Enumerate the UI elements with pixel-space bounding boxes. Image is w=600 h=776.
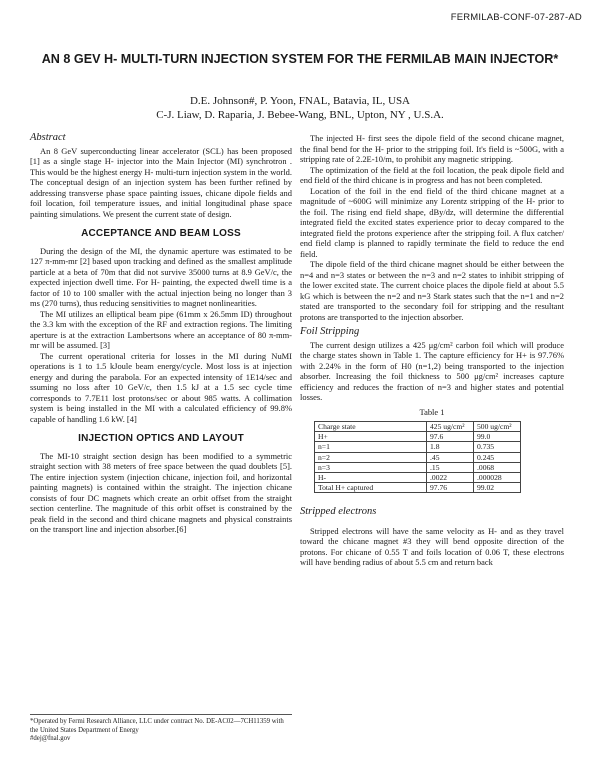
authors <box>40 94 560 122</box>
table-cell: 1.8 <box>427 442 474 452</box>
table-header-cell: 425 ug/cm² <box>427 422 474 432</box>
document-id: FERMILAB-CONF-07-287-AD <box>450 12 582 23</box>
optics-paragraph-1: The MI-10 straight section design has been modified to a symmetric straight section with 38 meters of free space between the quad doublets [5]. The entire injection system (injection chicane, injection foil, and horizontal painting magnets) is contained within the straight. The injection chicane consists of four DC magnets which create an orbit offset from the straight section centerline. The magnitude of this orbit offset is constrained by the peak field in the second and third chicane magnets and physical constraints on the transport line and injection absorber.[6] <box>30 450 292 534</box>
table-row <box>315 432 521 442</box>
table-cell: .45 <box>427 452 474 462</box>
table-cell: H- <box>315 473 427 483</box>
foil-stripping-heading: Foil Stripping <box>300 326 360 337</box>
table-header-cell: Charge state <box>315 422 427 432</box>
right-paragraph-2: The optimization of the field at the foil location, the peak dipole field and end field of the third chicane is in progress and has not been completed. <box>300 164 564 185</box>
footnote-contract: *Operated by Fermi Research Alliance, LLC under contract No. DE-AC02—7CH11359 with the United States Department of Energy <box>30 718 284 734</box>
stripped-electrons-paragraph: Stripped electrons will have the same velocity as H- and as they travel toward the chicane magnet #3 they will bend opposite direction of the protons. For chicane of 0.55 T and foils location of 0.06 T, these electrons will have bending radius of about 5.5 cm and return back <box>300 525 564 568</box>
section-heading-acceptance: ACCEPTANCE AND BEAM LOSS <box>81 228 241 239</box>
table-row <box>315 462 521 472</box>
left-column <box>30 133 292 535</box>
right-paragraph-3: Location of the foil in the end field of the third chicane magnet at a magnitude of ~600G will minimize any Lorentz stripping of the H- prior to the foil. The rising end field shape, dBy/dz, will determine the differential integrated field the excited states experience prior to decay compared to the integrated field the protons experience after the stripping foil. A flux catcher/ end field clamp is planned to rapidly terminate the field to reduce the end field. <box>300 185 564 259</box>
authors-line-2: C-J. Liaw, D. Raparia, J. Bebee-Wang, BNL, Upton, NY , U.S.A. <box>156 109 444 121</box>
table-cell: 0.245 <box>474 452 521 462</box>
right-paragraph-1: The injected H- first sees the dipole field of the second chicane magnet, the final bend for the H- prior to the stripping foil. It's field is ~500G, with a stripping rate of 2.2E-10/m, to prohibit any magnetic stripping. <box>300 133 564 164</box>
table-cell: 0.735 <box>474 442 521 452</box>
authors-line-1: D.E. Johnson#, P. Yoon, FNAL, Batavia, IL, USA <box>189 95 411 107</box>
acceptance-paragraph-3: The current operational criteria for losses in the MI during NuMI operations is 1 to 1.5 kJoule beam energy/cycle. Most loss is at injection energy and during the parabola. For an expected intensity of 1E14/sec and ssuming no loss after 10 GeV/c, then 1.5 kJ at a 1.5 sec cycle time corresponds to 7.7E11 lost protons/sec or about 985 watts. A collimation system is being installed in the MI with a calculated efficiency of 99.8% capable of handling 1.6 kW. [4] <box>30 350 292 424</box>
section-heading-optics: INJECTION OPTICS AND LAYOUT <box>78 433 244 444</box>
table-cell: 99.02 <box>474 483 521 493</box>
table-cell: .0022 <box>427 473 474 483</box>
right-paragraph-4: The dipole field of the third chicane magnet should be either between the n=4 and n=3 states or between the n=3 and n=2 states to inhibit stripping of the lower excited state. The current choice places the dipole field at about 5.5 kG which is between the n=2 and n=3 Stark states such that the n=1 and n=2 stated are transported to the secondary foil for stripping and the resultant protons are transported to the injection absorber. <box>300 259 564 322</box>
table-row <box>315 452 521 462</box>
foil-stripping-paragraph: The current design utilizes a 425 μg/cm² carbon foil which will produce the charge states shown in Table 1. The capture efficiency for H+ is 97.76% with 2.24% in the form of H0 (n=1,2) being transported to the injection absorber. Increasing the foil thickness to 500 μg/cm² increases capture efficiency and reduces the fraction of n=3 and higher states and potential losses. <box>300 339 564 402</box>
abstract-text: An 8 GeV superconducting linear accelerator (SCL) has been proposed [1] as a single stage H- injector into the Main Injector (MI) synchrotron . This would be the highest energy H- multi-turn injection system in the world. The conceptual design of an injection system has been further refined by addressing transverse phase space painting issues, chicane dipole fields and foil location, foil temperature issues, and initial longitudinal phase space painting simulations. We present the current state of design. <box>30 145 292 219</box>
table-cell: H+ <box>315 432 427 442</box>
right-column <box>300 133 564 568</box>
table-cell: .15 <box>427 462 474 472</box>
table-cell: n=3 <box>315 462 427 472</box>
stripped-electrons-heading: Stripped electrons <box>300 506 377 518</box>
table-row <box>315 442 521 452</box>
table-cell: 99.0 <box>474 432 521 442</box>
table-cell: n=2 <box>315 452 427 462</box>
abstract-heading: Abstract <box>30 132 66 143</box>
paper-title: AN 8 GEV H- MULTI-TURN INJECTION SYSTEM FOR THE FERMILAB MAIN INJECTOR* <box>41 52 559 66</box>
acceptance-paragraph-2: The MI utilizes an elliptical beam pipe (61mm x 26.5mm ID) throughout the 3.3 km with the exception of the RF and extraction regions. The limiting aperture is at the extraction Lambertsons where an acceptance of 80 π-mm-mr will be assumed. [3] <box>30 308 292 350</box>
table-cell: Total H+ captured <box>315 483 427 493</box>
table-row <box>315 473 521 483</box>
table-header-row <box>315 422 521 432</box>
table-header-cell: 500 ug/cm² <box>474 422 521 432</box>
table-cell: .0068 <box>474 462 521 472</box>
acceptance-paragraph-1: During the design of the MI, the dynamic aperture was estimated to be 127 π-mm-mr [2] based upon tracking and defined as the smallest amplitude particle at a beta of 70m that did not survive 35000 turns at 8.9 GeV/c, the expected injection dwell time. For H- painting, the expected dwell time is a factor of 10 to 100 smaller with the actual injection being no longer than 3 ms (270 turns), thus reducing sensitivities to magnet nonlinearities. <box>30 245 292 308</box>
table-cell: n=1 <box>315 442 427 452</box>
footnote-email: #dej@fnal.gov <box>30 735 71 742</box>
table-row <box>315 483 521 493</box>
table-cell: 97.76 <box>427 483 474 493</box>
table-cell: .000028 <box>474 473 521 483</box>
charge-state-table <box>314 421 521 493</box>
table-cell: 97.6 <box>427 432 474 442</box>
table-caption: Table 1 <box>419 406 445 417</box>
footnotes <box>30 714 292 744</box>
